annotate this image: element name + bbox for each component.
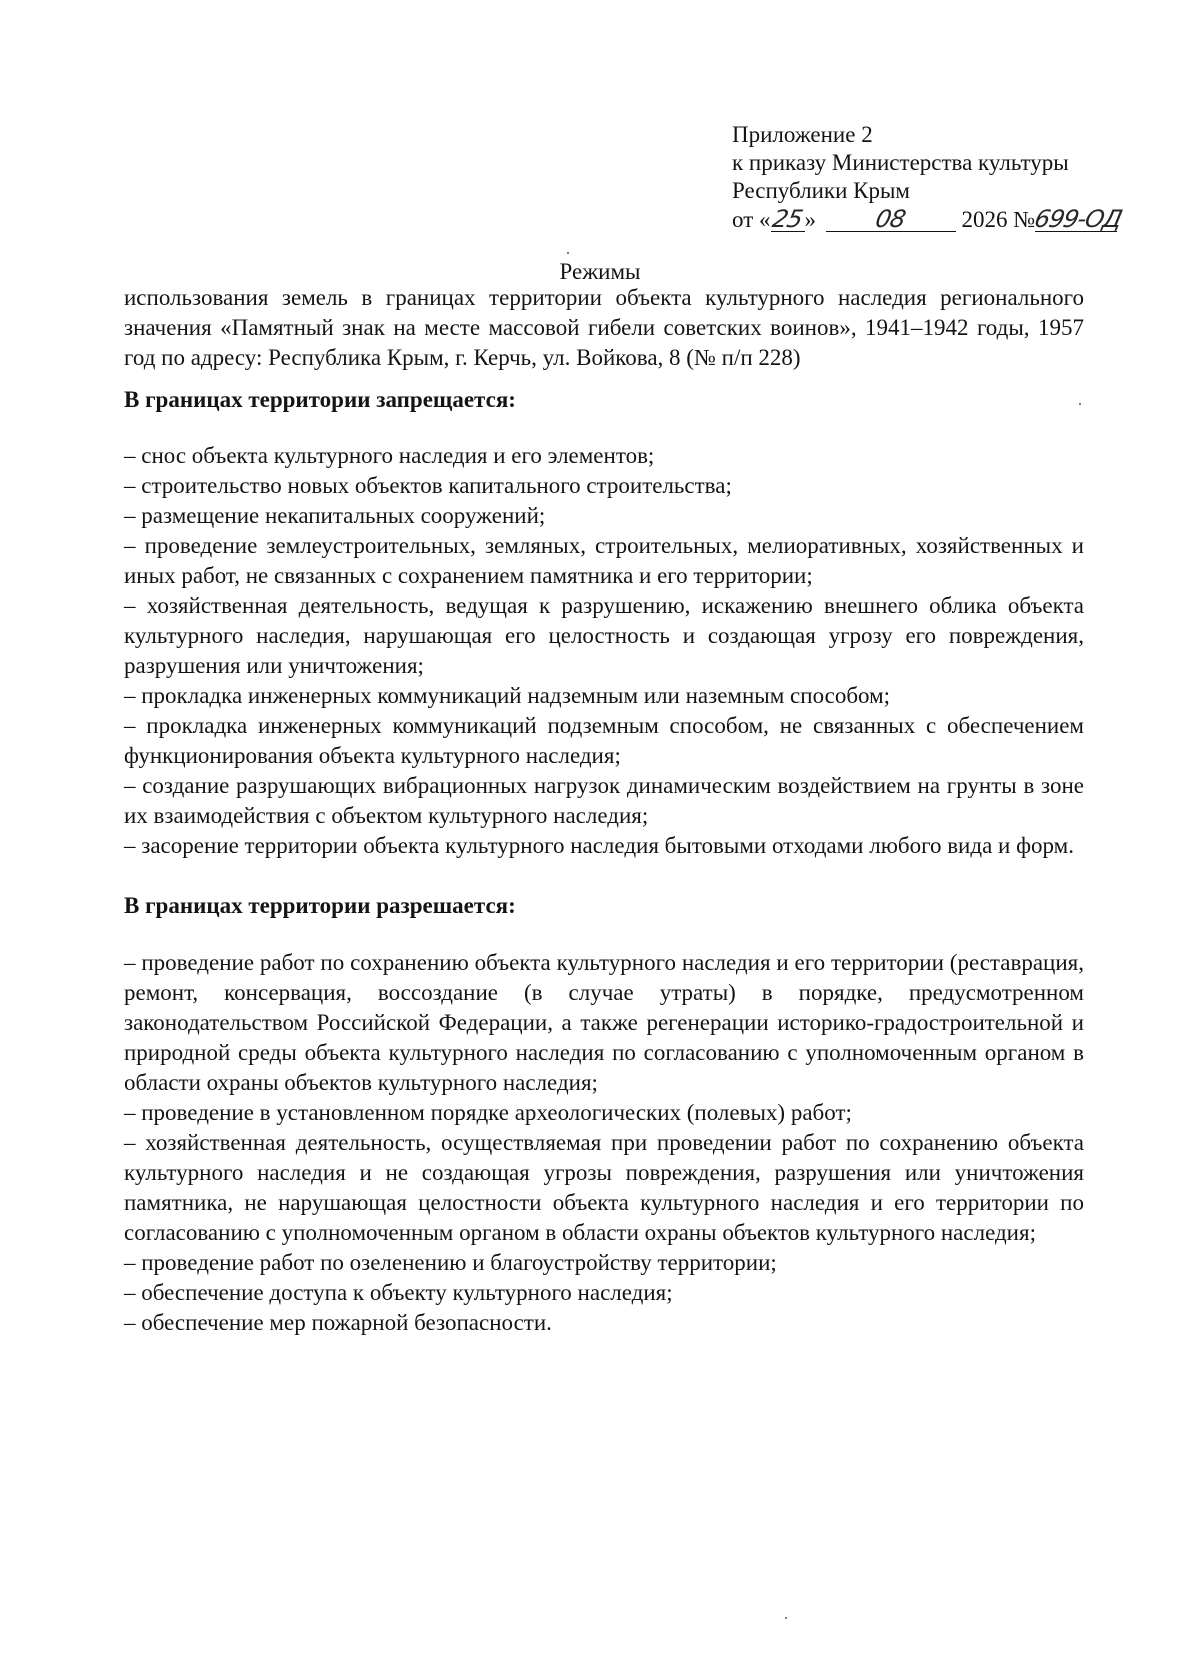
permitted-list: [124, 948, 1084, 1338]
prohibited-heading: В границах территории запрещается:: [124, 387, 516, 412]
list-item: – создание разрушающих вибрационных нагрузок динамическим воздействием на грунты в зоне их взаимодействия с объектом культурного наследия;: [124, 773, 1084, 828]
day-handwritten: 25: [770, 205, 805, 233]
day-suffix: »: [804, 207, 816, 232]
appendix-block: [732, 121, 1152, 234]
date-prefix: от «: [732, 207, 771, 232]
list-item: – проведение землеустроительных, земляных, строительных, мелиоративных, хозяйственных и иных работ, не связанных с сохранением памятника и его территории;: [124, 533, 1084, 588]
list-item: – проведение в установленном порядке археологических (полевых) работ;: [124, 1100, 852, 1125]
list-item: – проведение работ по озеленению и благоустройству территории;: [124, 1250, 777, 1275]
order-number-field: [1032, 205, 1125, 233]
document-title: Режимы: [559, 259, 641, 284]
year-number-label: 2026 №: [961, 207, 1036, 232]
list-item: – снос объекта культурного наследия и его элементов;: [124, 443, 655, 468]
appendix-order-ref: к приказу Министерства культуры: [732, 150, 1069, 175]
month-field: [826, 205, 956, 232]
list-item: – проведение работ по сохранению объекта культурного наследия и его территории (реставрация, ремонт, консервация, воссоздание (в случае утраты) в порядке, предусмотренном законодательством Российской Федерации, а также регенерации историко-градостроительной и природной среды объекта культурного наследия по согласованию с уполномоченным органом в области охраны объектов культурного наследия;: [124, 950, 1084, 1095]
scan-speck: [1079, 403, 1081, 405]
appendix-republic: Республики Крым: [732, 178, 910, 203]
list-item: – хозяйственная деятельность, ведущая к разрушению, искажению внешнего облика объекта культурного наследия, нарушающая его целостность и создающая угрозу его повреждения, разрушения или уничтожения;: [124, 593, 1084, 678]
list-item: – засорение территории объекта культурного наследия бытовыми отходами любого вида и форм.: [124, 833, 1074, 858]
list-item: – прокладка инженерных коммуникаций надземным или наземным способом;: [124, 683, 891, 708]
order-number-handwritten: 699-ОД: [1032, 205, 1125, 233]
appendix-date-number: [732, 205, 1152, 234]
appendix-label: Приложение 2: [732, 122, 873, 147]
list-item: – размещение некапитальных сооружений;: [124, 503, 546, 528]
list-item: – прокладка инженерных коммуникаций подземным способом, не связанных с обеспечением функционирования объекта культурного наследия;: [124, 713, 1084, 768]
document-subtitle: использования земель в границах территории объекта культурного наследия регионального значения «Памятный знак на месте массовой гибели советских воинов», 1941–1942 годы, 1957 год по адресу: Республика Крым, г. Керчь, ул. Войкова, 8 (№ п/п 228): [124, 285, 1084, 370]
list-item: – хозяйственная деятельность, осуществляемая при проведении работ по сохранению объекта культурного наследия и не создающая угрозы повреждения, разрушения или уничтожения памятника, не нарушающая целостности объекта культурного наследия и его территории по согласованию с уполномоченным органом в области охраны объектов культурного наследия;: [124, 1130, 1084, 1245]
prohibited-list: [124, 441, 1084, 861]
scan-speck: [567, 252, 569, 254]
permitted-heading: В границах территории разрешается:: [124, 893, 516, 918]
day-field: [771, 205, 805, 232]
list-item: – строительство новых объектов капитального строительства;: [124, 473, 732, 498]
list-item: – обеспечение мер пожарной безопасности.: [124, 1310, 552, 1335]
scan-speck: [785, 1617, 787, 1619]
list-item: – обеспечение доступа к объекту культурного наследия;: [124, 1280, 673, 1305]
month-handwritten: 08: [873, 205, 908, 233]
